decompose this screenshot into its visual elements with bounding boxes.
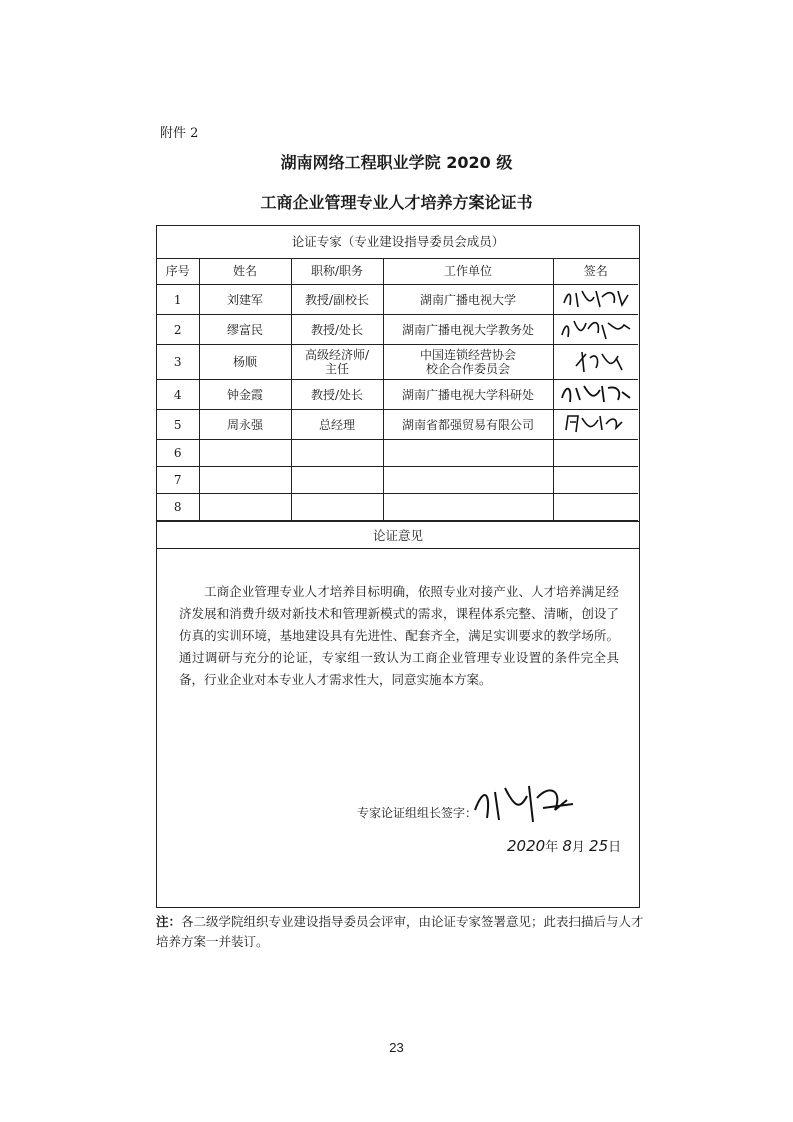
member-unit: 湖南广播电视大学: [383, 285, 553, 315]
table-row: [157, 285, 638, 315]
handwritten-signature: [553, 345, 638, 380]
empty-cell: [383, 467, 553, 494]
date-month-suffix: 月: [571, 840, 585, 855]
page-number: 23: [389, 1040, 404, 1055]
experts-table: [157, 258, 638, 521]
member-name: 钟金霞: [199, 380, 291, 410]
opinion-text: 工商企业管理专业人才培养目标明确，依照专业对接产业、人才培养满足经济发展和消费升级对新技术和管理新模式的需求，课程体系完整、清晰，创设了仿真的实训环境，基地建设具有先进性、配套齐全，满足实训要求的教学场所。通过调研与充分的论证，专家组一致认为工商企业管理专业设置的条件完全具备，行业企业对本专业人才需求性大，同意实施本方案。: [179, 584, 619, 687]
member-title-line: 主任: [324, 362, 349, 376]
table-row: [157, 467, 638, 494]
date-day-suffix: 日: [608, 840, 622, 855]
member-unit-line: 校企合作委员会: [425, 362, 510, 376]
member-unit: 湖南广播电视大学科研处: [383, 380, 553, 410]
empty-cell: [291, 494, 383, 521]
empty-cell: [199, 440, 291, 467]
member-title: 总经理: [291, 410, 383, 440]
table-row: [157, 315, 638, 345]
col-header-unit: 工作单位: [383, 258, 553, 285]
table-row: [157, 494, 638, 521]
member-title: 教授/处长: [291, 315, 383, 345]
footnote: [156, 912, 646, 952]
date-day: 25: [589, 837, 609, 855]
row-no: 7: [157, 467, 199, 494]
member-title: [291, 345, 383, 380]
row-no: 2: [157, 315, 199, 345]
date-year-suffix: 年: [545, 840, 559, 855]
member-name: 刘建军: [199, 285, 291, 315]
table-row: [157, 410, 638, 440]
note-label: 注：: [156, 914, 182, 929]
col-header-signature: 签名: [553, 258, 638, 285]
attachment-label: 附件 2: [160, 126, 199, 141]
handwritten-signature: [553, 410, 638, 440]
empty-cell: [291, 440, 383, 467]
member-unit-line: 中国连锁经营协会: [419, 348, 516, 362]
experts-header: 论证专家（专业建设指导委员会成员）: [157, 226, 639, 259]
table-row: [157, 345, 638, 380]
empty-cell: [553, 467, 638, 494]
row-no: 8: [157, 494, 199, 521]
handwritten-signature: [553, 285, 638, 315]
row-no: 3: [157, 345, 199, 380]
empty-cell: [553, 494, 638, 521]
row-no: 1: [157, 285, 199, 315]
empty-cell: [383, 494, 553, 521]
col-header-no: 序号: [157, 258, 199, 285]
member-title-line: 高级经济师/: [304, 348, 370, 362]
empty-cell: [199, 467, 291, 494]
member-unit: 湖南省都强贸易有限公司: [383, 410, 553, 440]
table-header-row: [157, 258, 638, 285]
member-name: 杨顺: [199, 345, 291, 380]
opinion-header: 论证意见: [157, 521, 639, 549]
member-name: 周永强: [199, 410, 291, 440]
handwritten-signature: [553, 380, 638, 410]
member-unit: 湖南广播电视大学教务处: [383, 315, 553, 345]
row-no: 4: [157, 380, 199, 410]
col-header-name: 姓名: [199, 258, 291, 285]
leader-signature: [469, 778, 579, 828]
member-title: 教授/副校长: [291, 285, 383, 315]
col-header-title: 职称/职务: [291, 258, 383, 285]
empty-cell: [291, 467, 383, 494]
member-name: 缪富民: [199, 315, 291, 345]
date-year: 2020: [507, 837, 546, 855]
title-line-2: 工商企业管理专业人才培养方案论证书: [260, 193, 533, 212]
title-line-1: 湖南网络工程职业学院 2020 级: [280, 153, 513, 172]
row-no: 5: [157, 410, 199, 440]
certificate-form: [156, 225, 640, 908]
member-title: 教授/处长: [291, 380, 383, 410]
note-text: 各二级学院组织专业建设指导委员会评审，由论证专家签署意见；此表扫描后与人才培养方案一并装订。: [156, 914, 644, 949]
handwritten-signature: [553, 315, 638, 345]
leader-sign-label: 专家论证组组长签字：: [357, 806, 478, 820]
date-month: 8: [562, 837, 572, 855]
empty-cell: [199, 494, 291, 521]
empty-cell: [383, 440, 553, 467]
signing-date: [507, 836, 621, 855]
row-no: 6: [157, 440, 199, 467]
table-row: [157, 380, 638, 410]
member-unit: [383, 345, 553, 380]
table-row: [157, 440, 638, 467]
empty-cell: [553, 440, 638, 467]
